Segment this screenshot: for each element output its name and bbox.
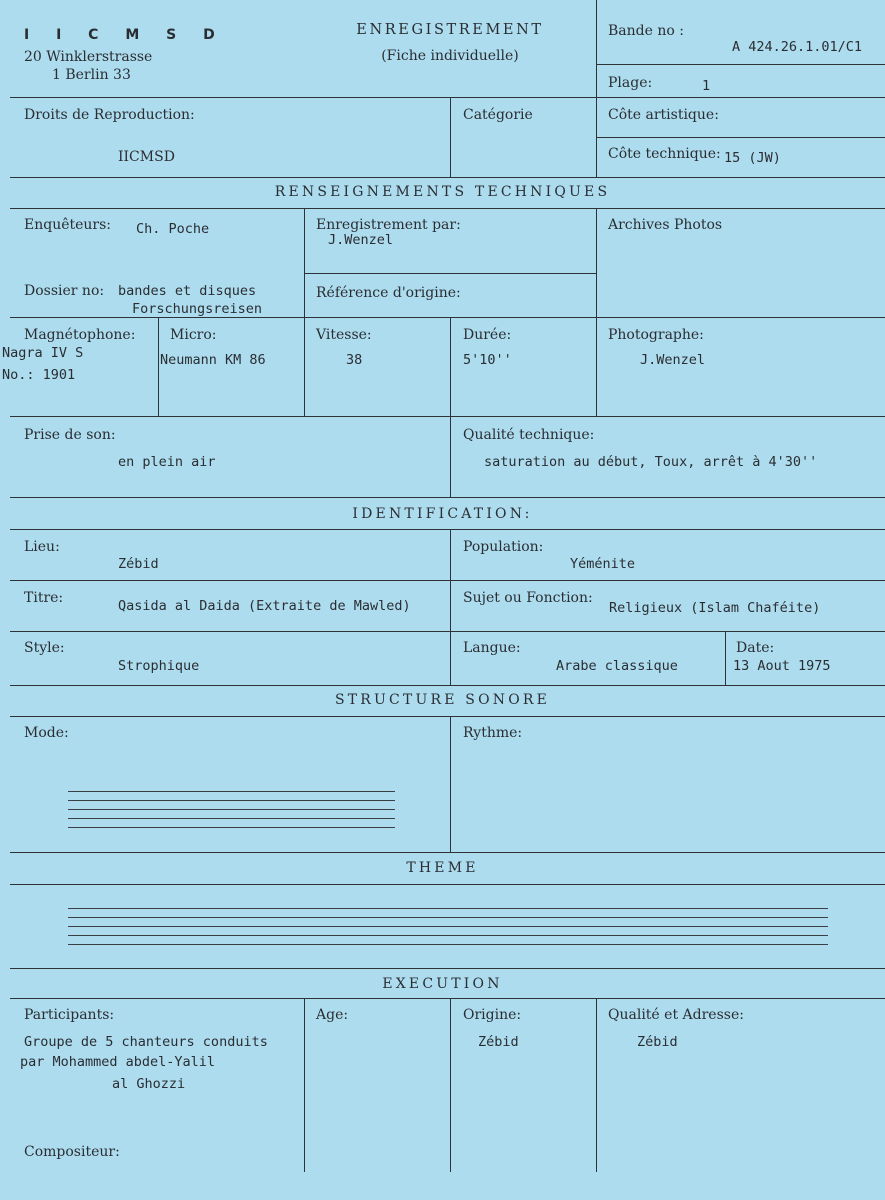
style-value: Strophique (118, 658, 200, 674)
origine-value: Zébid (478, 1034, 519, 1050)
age-label: Age: (316, 1007, 349, 1023)
photographe-value: J.Wenzel (640, 352, 706, 368)
participants-line-3: al Ghozzi (112, 1076, 186, 1092)
enqueteurs-value: Ch. Poche (136, 221, 210, 237)
categorie-label: Catégorie (463, 107, 533, 123)
lieu-value: Zébid (118, 556, 159, 572)
cote-artistique-label: Côte artistique: (608, 107, 719, 123)
langue-label: Langue: (463, 640, 521, 656)
date-value: 13 Aout 1975 (733, 658, 831, 674)
mode-label: Mode: (24, 725, 69, 741)
participants-label: Participants: (24, 1007, 115, 1023)
participants-line-2: par Mohammed abdel-Yalil (20, 1054, 216, 1070)
duree-label: Durée: (463, 327, 512, 343)
magnetophone-value: Nagra IV S (2, 345, 84, 361)
lieu-label: Lieu: (24, 539, 60, 555)
magnetophone-no: No.: 1901 (2, 367, 76, 383)
magnetophone-label: Magnétophone: (24, 327, 136, 343)
plage-value: 1 (702, 78, 711, 94)
droits-value: IICMSD (118, 149, 175, 165)
form-title: ENREGISTREMENT (356, 22, 544, 38)
date-label: Date: (736, 640, 775, 656)
dossier-label: Dossier no: (24, 283, 105, 299)
bande-label: Bande no : (608, 23, 684, 39)
micro-value: Neumann KM 86 (160, 352, 266, 368)
duree-value: 5'10'' (463, 352, 512, 368)
address-line-2: 1 Berlin 33 (52, 67, 131, 83)
langue-value: Arabe classique (556, 658, 678, 674)
enregistrement-par-value: J.Wenzel (328, 232, 394, 248)
prise-de-son-value: en plein air (118, 454, 216, 470)
titre-value: Qasida al Daida (Extraite de Mawled) (118, 598, 411, 614)
enregistrement-par-label: Enregistrement par: (316, 217, 461, 233)
section-execution-title: EXECUTION (382, 976, 503, 992)
enqueteurs-label: Enquêteurs: (24, 217, 112, 233)
cote-technique-value: 15 (JW) (724, 150, 781, 166)
participants-line-1: Groupe de 5 chanteurs conduits (24, 1034, 268, 1050)
population-value: Yéménite (570, 556, 636, 572)
dossier-value-line2: Forschungsreisen (132, 301, 263, 317)
bande-value: A 424.26.1.01/C1 (732, 39, 863, 55)
form-subtitle: (Fiche individuelle) (381, 48, 519, 64)
section-theme-title: THEME (406, 860, 479, 876)
photographe-label: Photographe: (608, 327, 704, 343)
droits-label: Droits de Reproduction: (24, 107, 195, 123)
vitesse-label: Vitesse: (316, 327, 372, 343)
cote-technique-label: Côte technique: (608, 146, 721, 162)
qualite-adresse-label: Qualité et Adresse: (608, 1007, 744, 1023)
sujet-value: Religieux (Islam Chaféite) (609, 600, 821, 616)
rythme-label: Rythme: (463, 725, 523, 741)
population-label: Population: (463, 539, 544, 555)
titre-label: Titre: (24, 590, 64, 606)
section-identification-title: IDENTIFICATION: (352, 506, 533, 522)
address-line-1: 20 Winklerstrasse (24, 49, 153, 65)
archives-photos-label: Archives Photos (608, 217, 723, 233)
qualite-adresse-value: Zébid (637, 1034, 678, 1050)
section-structure-title: STRUCTURE SONORE (334, 692, 551, 708)
origine-label: Origine: (463, 1007, 522, 1023)
compositeur-label: Compositeur: (24, 1144, 120, 1160)
micro-label: Micro: (170, 327, 217, 343)
org-logo: I I C M S D (24, 27, 226, 43)
reference-origine-label: Référence d'origine: (316, 285, 461, 301)
qualite-technique-value: saturation au début, Toux, arrêt à 4'30'' (484, 454, 818, 470)
plage-label: Plage: (608, 75, 653, 91)
qualite-technique-label: Qualité technique: (463, 427, 595, 443)
style-label: Style: (24, 640, 65, 656)
prise-de-son-label: Prise de son: (24, 427, 116, 443)
sujet-label: Sujet ou Fonction: (463, 590, 593, 606)
vitesse-value: 38 (346, 352, 363, 368)
section-technical-title: RENSEIGNEMENTS TECHNIQUES (274, 184, 611, 200)
dossier-value-line1: bandes et disques (118, 283, 257, 299)
